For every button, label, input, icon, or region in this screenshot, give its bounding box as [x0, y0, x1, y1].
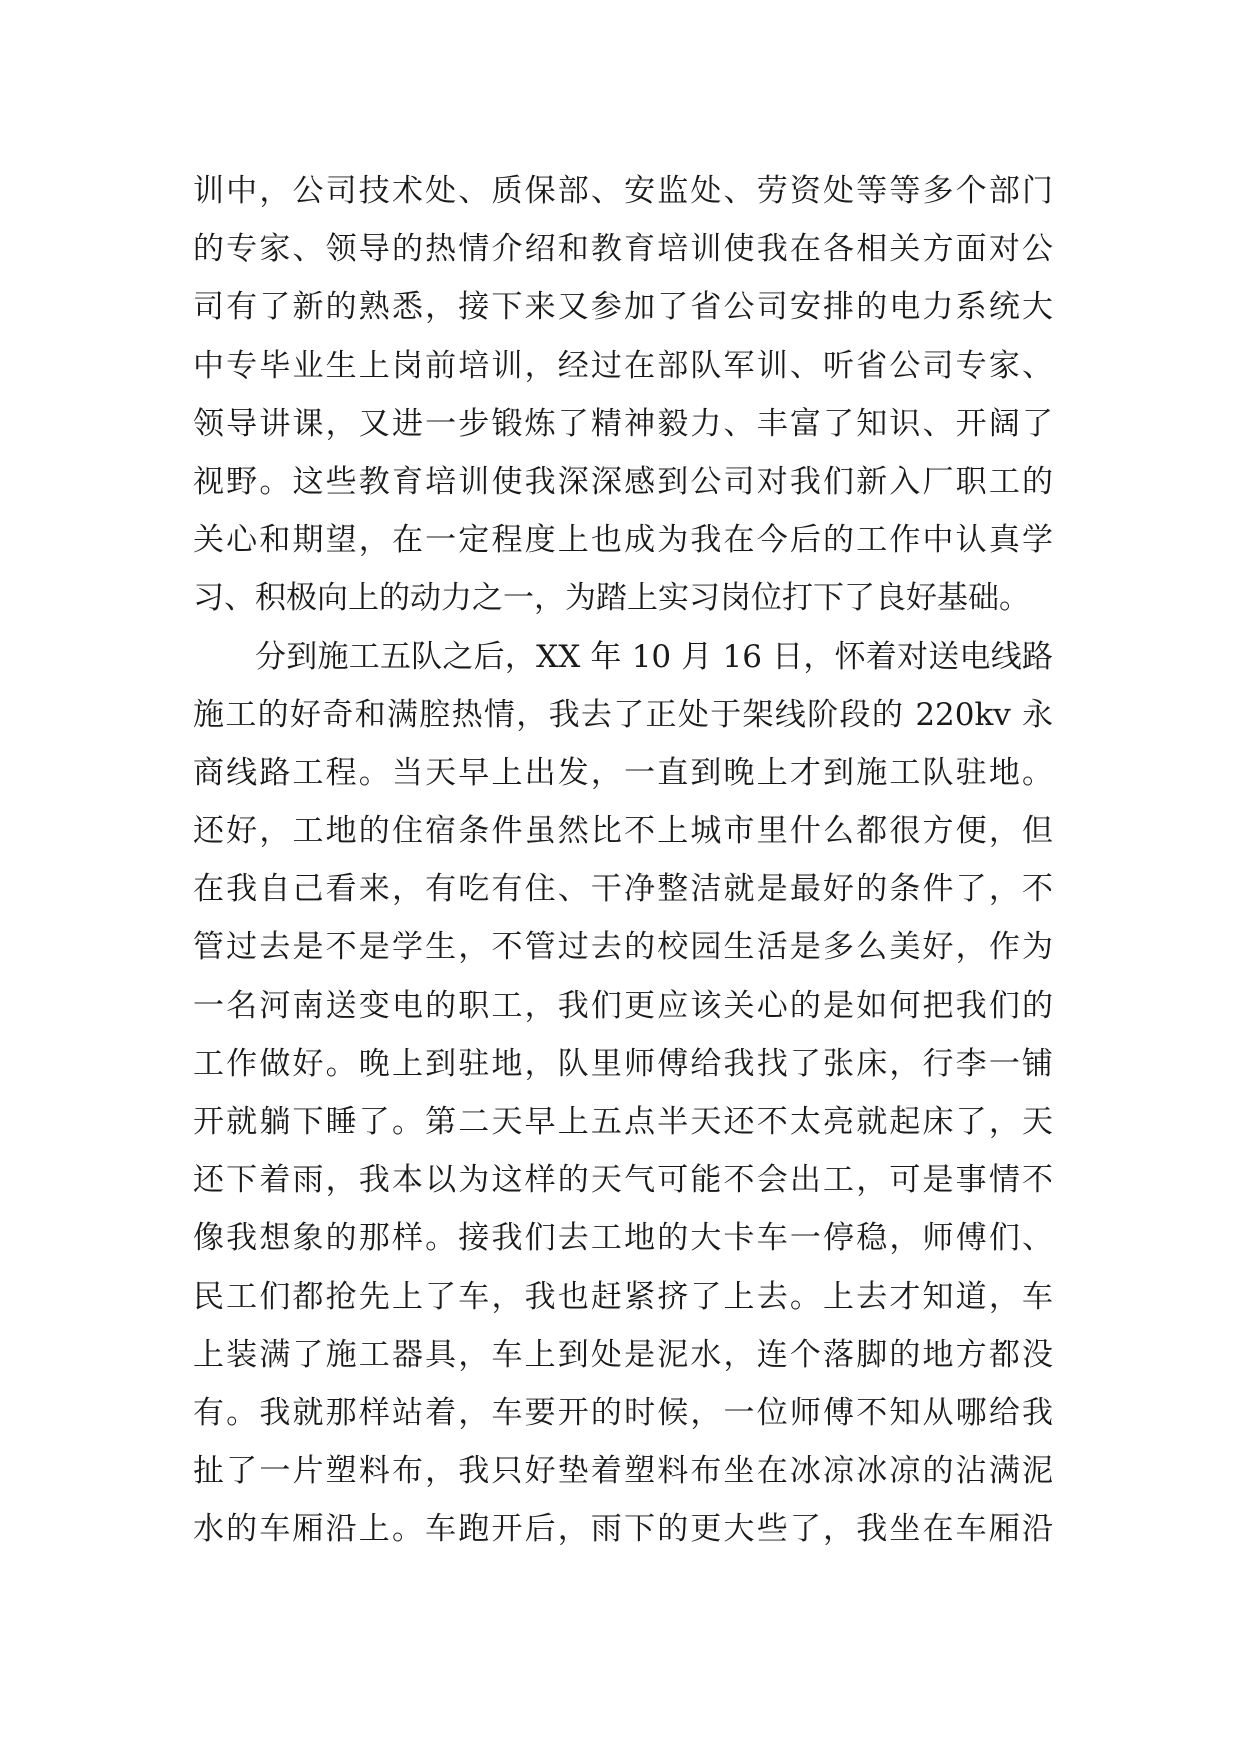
text-line: 施工的好奇和满腔热情，我去了正处于架线阶段的 220kv 永 — [193, 696, 1053, 733]
text-line: 商线路工程。当天早上出发，一直到晚上才到施工队驻地。 — [193, 754, 1053, 791]
text-line: 工作做好。晚上到驻地，队里师傅给我找了张床，行李一铺 — [193, 1045, 1053, 1082]
text-line: 的专家、领导的热情介绍和教育培训使我在各相关方面对公 — [193, 231, 1053, 268]
text-line: 水的车厢沿上。车跑开后，雨下的更大些了，我坐在车厢沿 — [193, 1511, 1053, 1548]
text-line: 扯了一片塑料布，我只好垫着塑料布坐在冰凉冰凉的沾满泥 — [193, 1453, 1053, 1490]
text-line: 开就躺下睡了。第二天早上五点半天还不太亮就起床了，天 — [193, 1104, 1053, 1140]
text-line: 在我自己看来，有吃有住、干净整洁就是最好的条件了，不 — [193, 871, 1053, 908]
text-line: 管过去是不是学生，不管过去的校园生活是多么美好，作为 — [193, 929, 1053, 966]
text-line: 还下着雨，我本以为这样的天气可能不会出工，可是事情不 — [193, 1162, 1053, 1199]
text-line: 关心和期望，在一定程度上也成为我在今后的工作中认真学 — [193, 522, 1053, 559]
text-line: 领导讲课，又进一步锻炼了精神毅力、丰富了知识、开阔了 — [193, 405, 1053, 442]
text-line: 视野。这些教育培训使我深深感到公司对我们新入厂职工的 — [193, 463, 1053, 500]
body-text — [193, 162, 1053, 1559]
text-line: 习、积极向上的动力之一，为踏上实习岗位打下了良好基础。 — [193, 580, 1030, 617]
text-line: 还好，工地的住宿条件虽然比不上城市里什么都很方便，但 — [193, 813, 1053, 850]
text-line: 一名河南送变电的职工，我们更应该关心的是如何把我们的 — [193, 987, 1053, 1024]
text-line: 训中，公司技术处、质保部、安监处、劳资处等等多个部门 — [193, 173, 1053, 209]
text-line: 司有了新的熟悉，接下来又参加了省公司安排的电力系统大 — [193, 289, 1053, 326]
text-line: 有。我就那样站着，车要开的时候，一位师傅不知从哪给我 — [193, 1394, 1053, 1431]
text-line: 民工们都抢先上了车，我也赶紧挤了上去。上去才知道，车 — [193, 1278, 1053, 1315]
text-line: 分到施工五队之后，XX 年 10 月 16 日，怀着对送电线路 — [255, 638, 1053, 675]
text-line: 中专毕业生上岗前培训，经过在部队军训、听省公司专家、 — [193, 347, 1053, 384]
text-line: 像我想象的那样。接我们去工地的大卡车一停稳，师傅们、 — [193, 1220, 1053, 1257]
text-line: 上装满了施工器具，车上到处是泥水，连个落脚的地方都没 — [193, 1336, 1053, 1373]
